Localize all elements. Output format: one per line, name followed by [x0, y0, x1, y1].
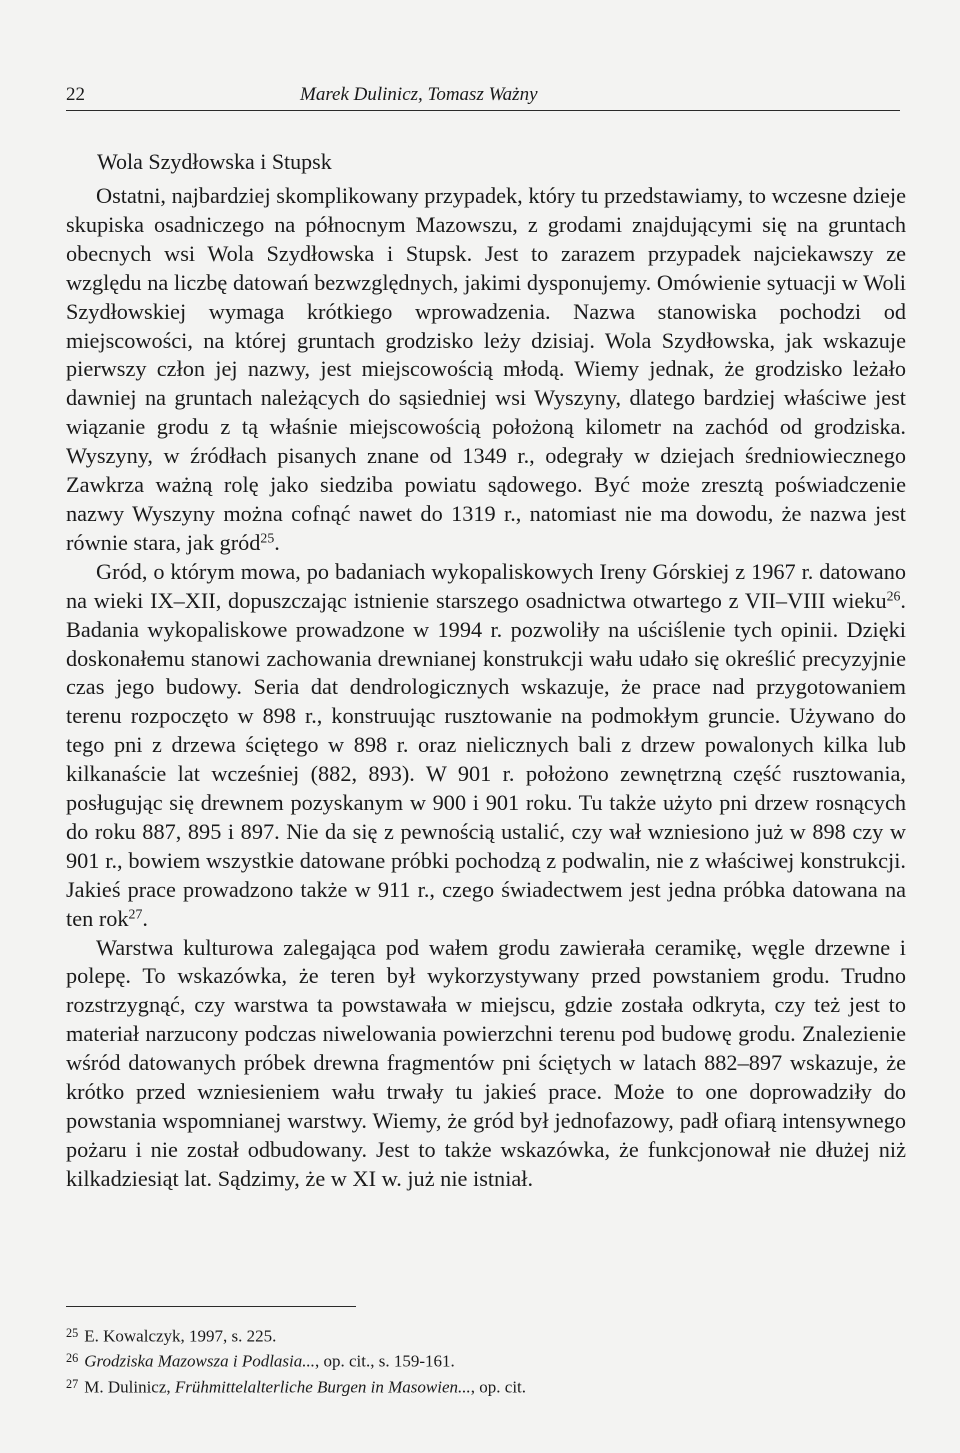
footnote-separator [66, 1306, 356, 1307]
footnote-text: , op. cit. [470, 1376, 527, 1396]
paragraph-1-text: Ostatni, najbardziej skomplikowany przypadek, który tu przedstawiamy, to wczesne dzieje skupiska osadniczego na północnym Mazowszu, z grodami znajdującymi się na gruntach obecnych wsi Wola Szydłowska i Stupsk. Jest to zarazem przypadek najciekawszy ze względu na liczbę datowań bezwzględnych, jakimi dysponujemy. Omówienie sytuacji w Woli Szydłowskiej wymaga krótkiego wprowadzenia. Nazwa stanowiska pochodzi od miejscowości, na której gruntach grodzisko leży dzisiaj. Wola Szydłowska, jak wskazuje pierwszy człon jej nazwy, jest miejscowością młodą. Wiemy jednak, że grodzisko leżało dawniej na gruntach należących do sąsiedniej wsi Wyszyny, dlatego bardziej właściwe jest wiązanie grodu z tą właśnie miejscowością położoną kilometr na zachód od grodziska. Wyszyny, w źródłach pisanych znane od 1349 r., odegrały w dziejach średniowiecznego Zawkrza ważną rolę jako siedziba powiatu sądowego. Być może zresztą poświadczenie nazwy Wyszyny można cofnąć nawet do 1319 r., natomiast nie ma dowodu, że nazwa jest równie stara, jak gród [66, 183, 906, 555]
footnote-25 [66, 1322, 900, 1347]
footnote-text: , op. cit., s. 159-161. [315, 1351, 455, 1371]
footnote-26 [66, 1347, 900, 1372]
footnote-number: 25 [66, 1326, 79, 1340]
paragraph-3-text: Warstwa kulturowa zalegająca pod wałem grodu zawierała ceramikę, węgle drzewne i polepę. To wskazówka, że teren był wykorzystywany przed powstaniem grodu. Trudno rozstrzygnąć, czy warstwa ta powstawała w miejscu, gdzie została odkryta, czy też jest to materiał narzucony podczas niwelowania powierzchni terenu pod budowę grodu. Znalezienie wśród datowanych próbek drewna fragmentów pni ściętych w latach 882–897 wskazuje, że krótko przed wzniesieniem wału trwały tu jakieś prace. Może to one doprowadziły do powstania wspomnianej warstwy. Wiemy, że gród był jednofazowy, padł ofiarą intensywnego pożaru i nie został odbudowany. Jest to także wskazówka, że funkcjonował nie dłużej niż kilkadziesiąt lat. Sądzimy, że w XI w. już nie istniał. [66, 934, 906, 1191]
paragraph-2-continuation: . Badania wykopaliskowe prowadzone w 1994 r. pozwoliły na uściślenie tych opinii. Dzięki doskonałemu stanowi zachowania drewnianej konstrukcji wału udało się określić precyzyjnie czas jego budowy. Seria dat dendrologicznych wskazuje, że prace nad przygotowaniem terenu rozpoczęto w 898 r., konstruując rusztowanie na podmokłym gruncie. Używano do tego pni z drzewa ściętego w 898 r. oraz nielicznych bali z drzew powalonych kilka lub kilkanaście lat wcześniej (882, 893). W 901 r. położono zewnętrzną część rusztowania, posługując się drewnem pozyskanym w 900 i 901 roku. Tu także użyto pni drzew rosnących do roku 887, 895 i 897. Nie da się z pewnością ustalić, czy wał wzniesiono już w 898 czy w 901 r., bowiem wszystkie datowane próbki pochodzą z podwalin, nie z właściwej konstrukcji. Jakieś prace prowadzono także w 911 r., czego świadectwem jest jedna próbka datowana na ten rok [66, 587, 906, 931]
paragraph-3 [66, 934, 906, 1194]
footnote-27 [66, 1373, 900, 1398]
section-title: Wola Szydłowska i Stupsk [97, 149, 332, 174]
footnote-title: Frühmittelalterliche Burgen in Masowien... [174, 1376, 471, 1396]
footnote-number: 27 [66, 1376, 79, 1391]
paragraph-1-end: . [274, 529, 280, 555]
paragraph-2-end: . [142, 905, 148, 931]
footnote-ref-25[interactable]: 25 [260, 530, 275, 546]
footnote-ref-27[interactable]: 27 [128, 906, 143, 922]
paragraph-2 [66, 558, 906, 934]
footnote-number: 26 [66, 1351, 79, 1366]
footnote-ref-26[interactable]: 26 [886, 588, 901, 604]
page-number: 22 [66, 84, 85, 105]
footnote-text: E. Kowalczyk, 1997, s. 225. [84, 1326, 277, 1346]
paragraph-1 [66, 182, 906, 558]
paragraph-2-text: Gród, o którym mowa, po badaniach wykopaliskowych Ireny Górskiej z 1967 r. datowano na wieki IX–XII, dopuszczając istnienie starszego osadnictwa otwartego z VII–VIII wieku [66, 558, 906, 613]
body-text [66, 182, 906, 1194]
footnote-title: Grodziska Mazowsza i Podlasia... [84, 1351, 316, 1371]
footnote-author: M. Dulinicz, [84, 1376, 175, 1396]
running-header [66, 82, 900, 111]
running-header-authors: Marek Dulinicz, Tomasz Ważny [300, 84, 538, 105]
footnotes [66, 1322, 900, 1398]
